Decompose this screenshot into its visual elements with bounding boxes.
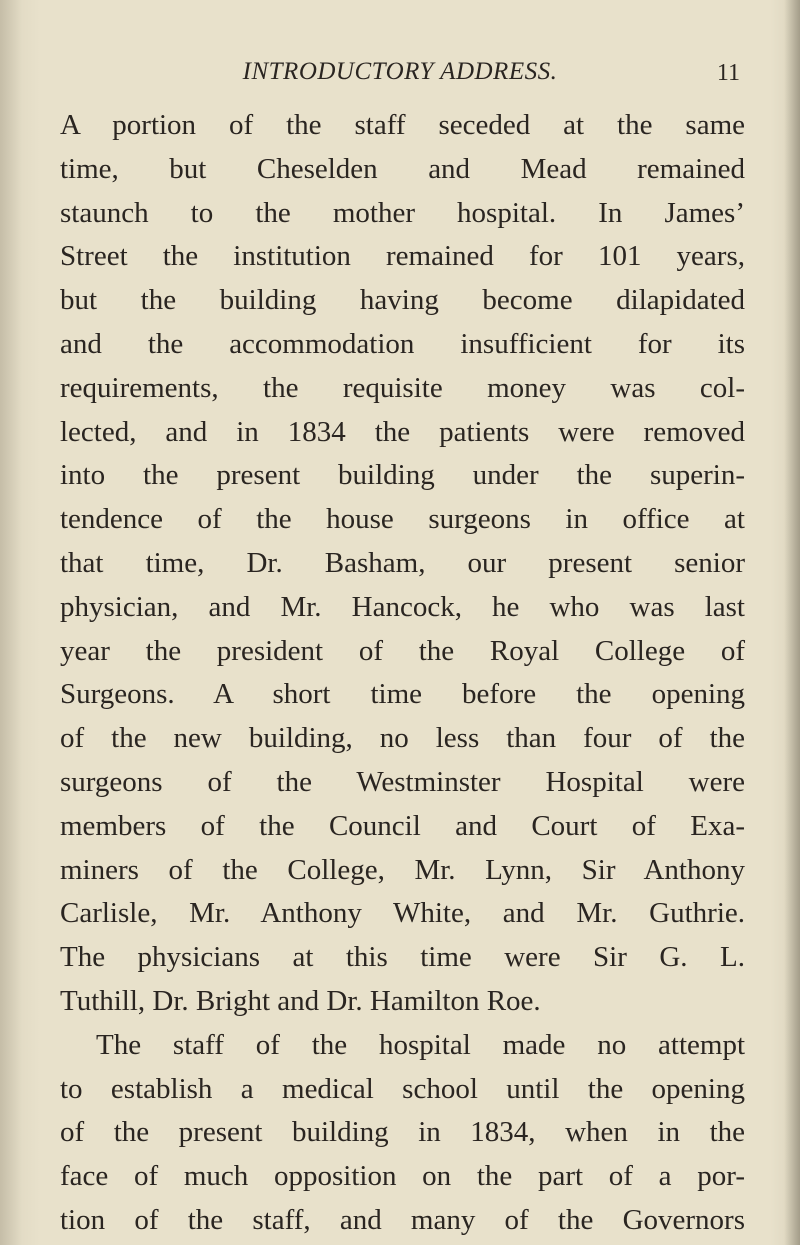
text-line: surgeons of the Westminster Hospital were (60, 765, 745, 798)
paragraph-start-line: The staff of the hospital made no attempt (96, 1028, 745, 1061)
text-line: members of the Council and Court of Exa- (60, 809, 745, 842)
text-line: tion of the staff, and many of the Governors (60, 1203, 745, 1236)
text-line: to establish a medical school until the opening (60, 1072, 745, 1105)
text-line: staunch to the mother hospital. In James’ (60, 196, 745, 229)
text-line: time, but Cheselden and Mead remained (60, 152, 745, 185)
running-head: INTRODUCTORY ADDRESS. (242, 58, 558, 85)
text-line: physician, and Mr. Hancock, he who was last (60, 590, 745, 623)
page-number: 11 (716, 60, 740, 86)
page-gutter-shadow (0, 0, 22, 1245)
paragraph-end-line: Tuthill, Dr. Bright and Dr. Hamilton Roe. (60, 984, 541, 1017)
text-line: tendence of the house surgeons in office at (60, 503, 745, 536)
text-line: The physicians at this time were Sir G. L. (60, 941, 745, 974)
text-line: of the present building in 1834, when in the (60, 1116, 745, 1149)
body-text (60, 104, 745, 1243)
text-line: year the president of the Royal College of (60, 634, 745, 667)
text-line: and the accommodation insufficient for its (60, 327, 745, 360)
text-line: but the building having become dilapidated (60, 284, 745, 317)
page-edge-shadow (784, 0, 800, 1245)
text-line: A portion of the staff seceded at the same (60, 109, 745, 141)
text-line: face of much opposition on the part of a por- (60, 1160, 745, 1193)
text-line: into the present building under the superin- (60, 459, 745, 492)
text-line: that time, Dr. Basham, our present senior (60, 546, 745, 579)
text-line: lected, and in 1834 the patients were removed (60, 415, 745, 448)
page-header (60, 58, 740, 98)
text-line: Street the institution remained for 101 years, (60, 240, 745, 273)
text-line: Surgeons. A short time before the opening (60, 678, 745, 711)
text-line: requirements, the requisite money was col- (60, 371, 745, 404)
text-line: Carlisle, Mr. Anthony White, and Mr. Guthrie. (60, 897, 745, 930)
text-line: miners of the College, Mr. Lynn, Sir Anthony (60, 853, 745, 886)
text-line: of the new building, no less than four of the (60, 722, 745, 755)
